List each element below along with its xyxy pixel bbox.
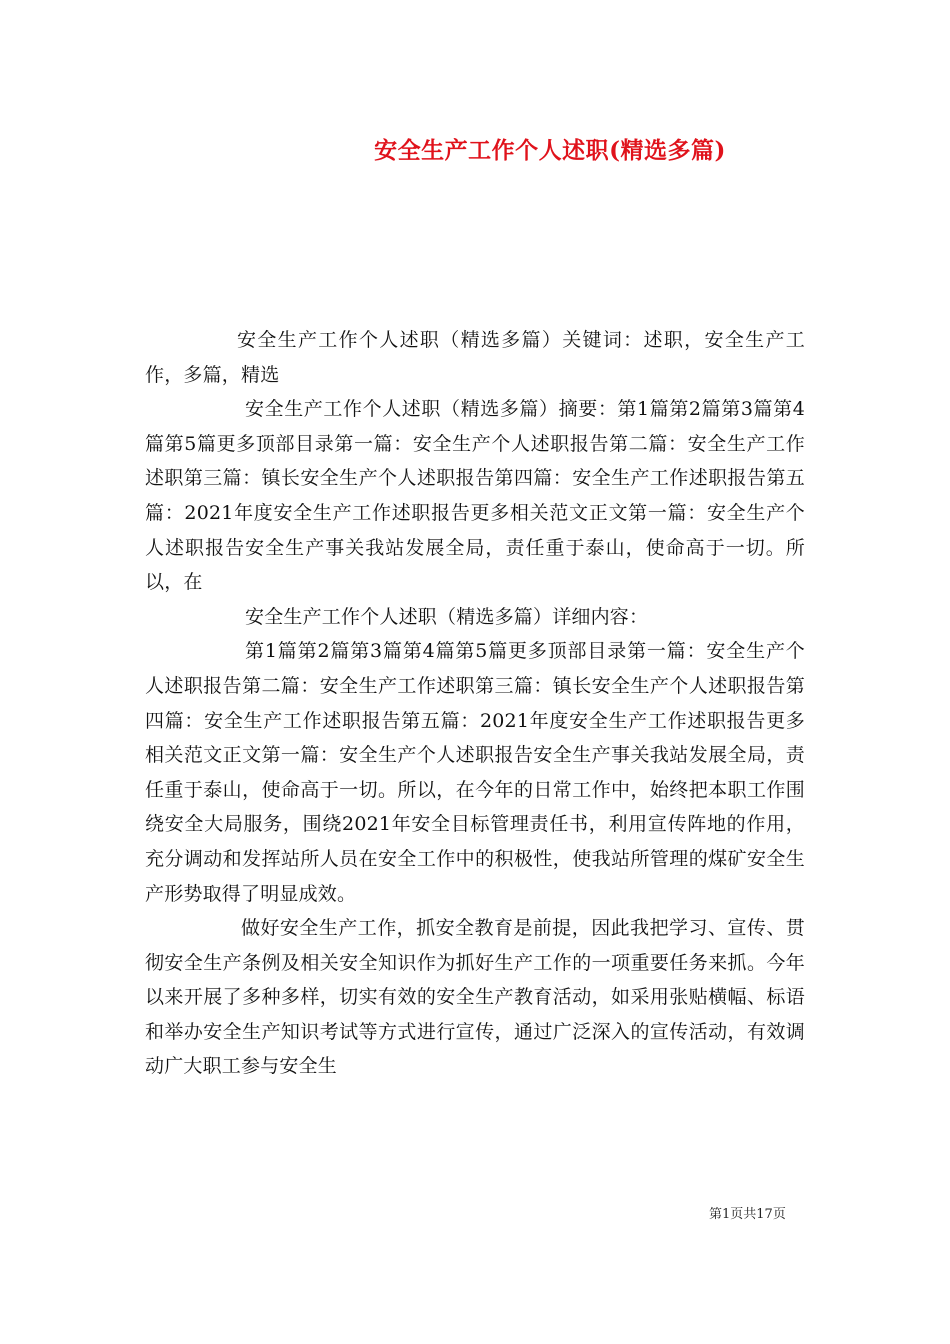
document-body (145, 323, 805, 1084)
summary-paragraph: 安全生产工作个人述职（精选多篇）摘要：第1篇第2篇第3篇第4篇第5篇更多顶部目录第一篇：安全生产个人述职报告第二篇：安全生产工作述职第三篇：镇长安全生产个人述职报告第四篇：安全生产工作述职报告第五篇：2021年度安全生产工作述职报告更多相关范文正文第一篇：安全生产个人述职报告安全生产事关我站发展全局，责任重于泰山，使命高于一切。所以，在 (145, 398, 805, 594)
document-title: 安全生产工作个人述职(精选多篇) (374, 137, 726, 164)
detail-paragraph: 第1篇第2篇第3篇第4篇第5篇更多顶部目录第一篇：安全生产个人述职报告第二篇：安全生产工作述职第三篇：镇长安全生产个人述职报告第四篇：安全生产工作述职报告第五篇：2021年度安全生产工作述职报告更多相关范文正文第一篇：安全生产个人述职报告安全生产事关我站发展全局，责任重于泰山，使命高于一切。所以，在今年的日常工作中，始终把本职工作围绕安全大局服务，围绕2021年安全目标管理责任书，利用宣传阵地的作用，充分调动和发挥站所人员在安全工作中的积极性，使我站所管理的煤矿安全生产形势取得了明显成效。 (145, 640, 805, 905)
keywords-paragraph: 安全生产工作个人述职（精选多篇）关键词：述职，安全生产工作，多篇，精选 (145, 329, 805, 386)
page-number-footer: 第1页共17页 (709, 1207, 786, 1222)
education-paragraph: 做好安全生产工作，抓安全教育是前提，因此我把学习、宣传、贯彻安全生产条例及相关安全知识作为抓好生产工作的一项重要任务来抓。今年以来开展了多种多样，切实有效的安全生产教育活动，如采用张贴横幅、标语和举办安全生产知识考试等方式进行宣传，通过广泛深入的宣传活动，有效调动广大职工参与安全生 (145, 917, 805, 1078)
detail-heading: 安全生产工作个人述职（精选多篇）详细内容： (245, 605, 649, 628)
